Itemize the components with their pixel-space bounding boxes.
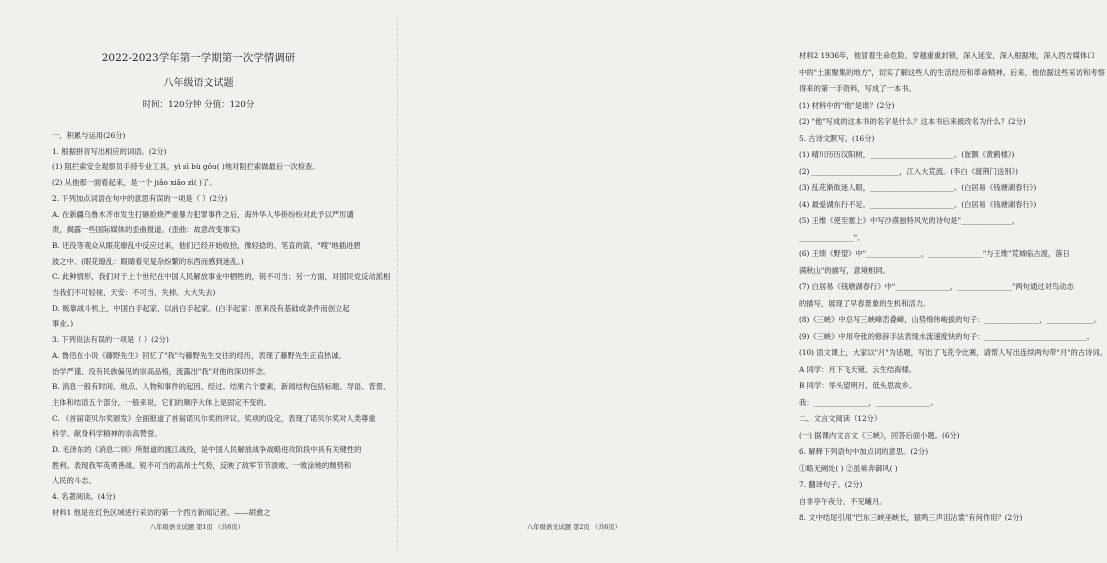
text-line: 事业。) <box>52 319 74 329</box>
text-line: (2) 从他那一面看起来，是一个 jiǎo xiǎo zì( )了。 <box>52 178 217 188</box>
text-line: 当我们不可轻视，天安：不可当，失掉。大大失去) <box>52 288 216 297</box>
text-line: 主体和结语五个部分，一般来说，它们的顺序大体上是固定不变的。 <box>52 397 271 407</box>
text-line: (8)《三峡》中总写三峡峰峦叠嶂，山势绵伟峻拔的句子：_______________，_____________。 <box>799 315 1102 324</box>
text-line: 5. 古诗文默写。(16分) <box>799 133 875 143</box>
text-line: C. 《首届诺贝尔奖颁发》全面报道了首届诺贝尔奖的评议、奖项的设定，表现了诺贝尔奖对人类尊重 <box>52 413 376 423</box>
text-line: 一、积累与运用(26分) <box>52 131 126 140</box>
right-footer: 八年级语文试题 第2页 （共6页） <box>527 524 621 531</box>
text-line: D. 贩靠战斗机上，中国白手起家，以前白手起家。(白手起家：原来没有基础或条件而创立起 <box>52 303 350 313</box>
text-line: (2) "他"写成的这本书的名字是什么？这本书后来被改名为什么？(2分) <box>799 117 1026 126</box>
text-line: 责，揭露一些国际媒体的歪曲报道。(歪曲：故意改变事实) <box>52 225 241 235</box>
right-page <box>397 0 1107 563</box>
text-line: (4) 最爱湖东行不足，_______________________。(白居易《钱塘湖春行》) <box>799 199 1037 209</box>
text-line: B. 消息一般有时间、地点、人物和事件的起因、经过、结果六个要素，新闻结构包括标题、导语、背景、 <box>52 382 391 392</box>
left-page <box>0 0 397 563</box>
text-line: (1) 材料中的"他"是谁？(2分) <box>799 100 895 110</box>
text-line: 人民的斗志。 <box>52 476 96 486</box>
text-line: (5) 王维《使至塞上》中写沙漠独特风光的诗句是"______________， <box>799 216 1020 225</box>
exam-meta: 时间：120分钟 分值：120分 <box>142 100 255 110</box>
text-line: C. 此种情形，我们对于上个世纪在中国人民解放事业中牺牲的，锐不可当；另一方面，对国民党反动派相 <box>52 272 391 282</box>
text-line: 中的"土匪聚集的地方"，切实了解这些人的生活经历和革命精神。后来，他依据这些采访和考察 <box>799 67 1105 77</box>
text-line: 3. 下列说法有误的一项是（ ）(2分) <box>52 335 169 345</box>
text-line: (2) ________________________，江入大荒流。(李白《渡荆门送别》) <box>799 166 1019 176</box>
text-line: 治学严谨、没有民族偏见的崇高品格，流露出"我"对他的深切怀念。 <box>52 366 271 376</box>
text-line: 材料2 1936年，他冒着生命危险，穿越重重封锁，深入延安，深入根据地，深入西方媒体口 <box>799 51 1095 60</box>
text-line: (1) 阻拦索安全观察员手持专业工具，yì sī bù gǒu( )地对阻拦索做最后一次检查。 <box>52 162 320 172</box>
text-line: 二、文言文阅读（12分） <box>799 414 882 423</box>
text-line: (6) 王绩《野望》中"_______________，_______________"与王维"荒城临古渡，落日 <box>799 249 1070 258</box>
text-line: 的描写，展现了早春景象的生机和活力。 <box>799 298 931 308</box>
text-line: _______________"。 <box>799 232 865 242</box>
text-line: 满秋山"的描写，意境相同。 <box>799 265 890 275</box>
text-line: 4. 名著阅读。(4分) <box>52 492 116 502</box>
text-line: 胜利。表现我军英勇善战、锐不可当的高昂士气势，反映了敌军节节溃败、一败涂地的颓势和 <box>52 460 352 470</box>
text-line: 得来的第一手资料，写成了一本书。 <box>799 84 916 93</box>
text-line: 材料1 他是在红色区域进行采访的第一个西方新闻记者。——胡愈之 <box>52 507 271 517</box>
text-line: (3) 乱花渐欲迷人眼，_______________________。(白居易《钱塘湖春行》) <box>799 183 1037 192</box>
exam-title: 2022-2023学年第一学期第一次学情调研 <box>101 52 296 64</box>
text-line: (一) 据课内文言文《三峡》，回答后面小题。(6分) <box>799 430 960 440</box>
text-line: A. 在新疆乌鲁木齐市发生打砸抢烧严重暴力犯罪事件之后，海外华人华侨纷纷对此予以严厉谴 <box>52 209 354 219</box>
text-line: (9)《三峡》中用夸张的修辞手法表现水流速度快的句子：____________________________。 <box>799 331 1094 341</box>
text-line: 2. 下列加点词语在句中的意思有误的一项是（ ）(2分) <box>52 193 228 203</box>
text-line: (10) 语文课上，大家以"月"为话题，写出了飞花令比赛，请帮人写出连续两句带"月"的古诗词。 <box>799 348 1107 357</box>
text-line: (7) 白居易《钱塘湖春行》中"_______________，_______________"两句通过对鸟动态 <box>799 282 1074 291</box>
text-line: 科学、献身科学精神的崇高赞誉。 <box>52 429 162 439</box>
text-line: A. 鲁迅在小说《藤野先生》回忆了"我"与藤野先生交往的经历，表现了藤野先生正直热诚、 <box>52 350 346 360</box>
text-line: 1. 根据拼音写出相应的词语。(2分) <box>52 146 167 156</box>
text-line: 我：_______________，_______________。 <box>799 397 938 407</box>
text-line: B. 还没等观众从眼花缭乱中反应过来，他们已经开始收拾，像轻捻的、笔直的箭，"嗖"地插进碧 <box>52 240 361 250</box>
text-line: 7. 翻译句子。(2分) <box>799 480 863 489</box>
text-line: D. 毛泽东的《消息二则》所报道的渡江战役，是中国人民解放战争战略进攻阶段中具有关键性的 <box>52 445 362 454</box>
left-footer: 八年级语文试题 第1页 （共6页） <box>150 524 244 531</box>
text-line: ①略无阙处( ) ②虽乘奔御风( ) <box>799 463 898 473</box>
text-line: (1) 晴川历历汉阳树，_______________________。(崔颢《黄鹤楼》) <box>799 150 1015 159</box>
text-line: 波之中。(眼花缭乱：眼睛看见复杂纷繁的东西而感到迷乱。) <box>52 256 244 266</box>
text-line: A 同学：月下飞天镜，云生结海楼。 <box>799 364 917 374</box>
text-line: 6. 解释下列语句中加点词的意思。(2分) <box>799 447 929 456</box>
text-line: 8. 文中结尾引用"巴东三峡巫峡长，猿鸣三声泪沾裳"有何作用？(2分) <box>799 513 1023 522</box>
exam-subtitle: 八年级语文试题 <box>163 78 234 89</box>
text-line: 自非亭午夜分，不见曦月。 <box>799 496 887 506</box>
text-line: B 同学：举头望明月，低头思故乡。 <box>799 381 917 390</box>
